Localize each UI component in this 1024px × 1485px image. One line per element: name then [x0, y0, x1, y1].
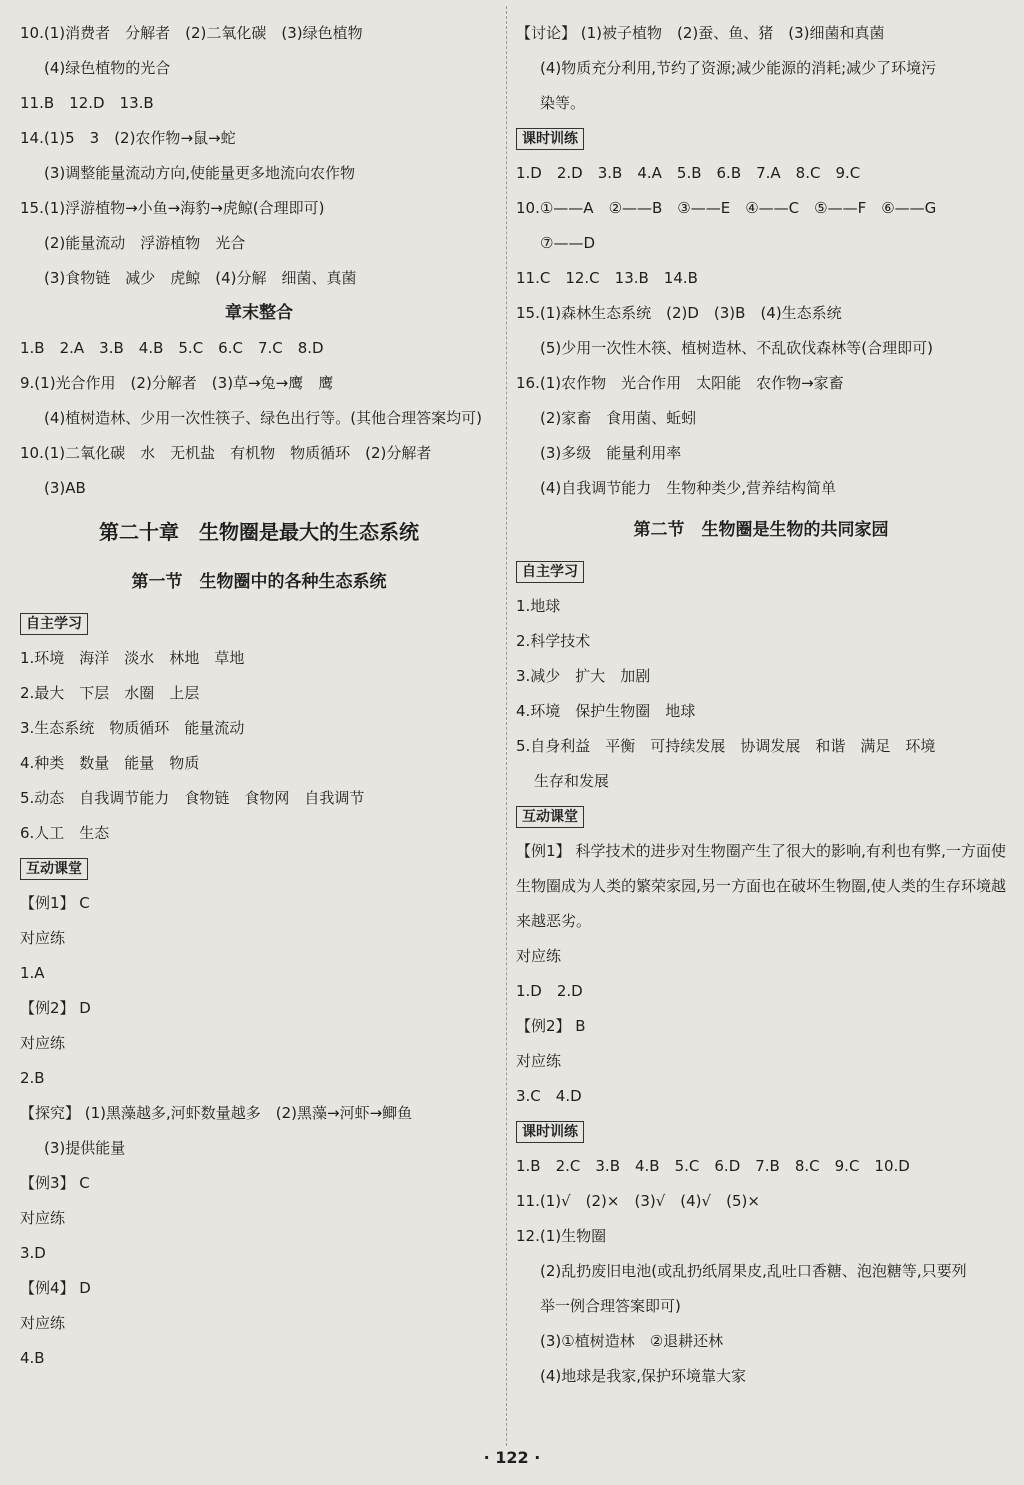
- answer-line: 10.①——A ②——B ③——E ④——C ⑤——F ⑥——G: [516, 199, 937, 217]
- answer-continuation: (4)自我调节能力 生物种类少,营养结构简单: [540, 479, 837, 497]
- answer-line: 【例1】 C: [20, 894, 90, 912]
- answer-continuation: (4)物质充分利用,节约了资源;减少能源的消耗;减少了环境污: [540, 59, 937, 77]
- answer-line: 2.最大 下层 水圈 上层: [20, 684, 200, 702]
- answer-line: 11.C 12.C 13.B 14.B: [516, 269, 698, 287]
- section-box-label: [516, 121, 1006, 156]
- box-label-text: 互动课堂: [20, 858, 88, 880]
- answer-continuation: (2)能量流动 浮游植物 光合: [44, 234, 246, 252]
- answer-line: 6.人工 生态: [20, 824, 110, 842]
- section-title: 第一节 生物圈中的各种生态系统: [131, 572, 387, 592]
- box-label-text: 自主学习: [516, 561, 584, 583]
- answer-continuation: (3)多级 能量利用率: [540, 444, 682, 462]
- answer-continuation: (3)AB: [44, 479, 86, 497]
- answer-line: 12.(1)生物圈: [516, 1227, 607, 1245]
- answer-continuation: (4)植树造林、少用一次性筷子、绿色出行等。(其他合理答案均可): [44, 409, 482, 427]
- left-column: [20, 16, 498, 1376]
- answer-line: 2.B: [20, 1069, 45, 1087]
- section-box-label: [516, 799, 1006, 834]
- answer-line: 【例2】 B: [516, 1017, 586, 1035]
- section-title: 第二节 生物圈是生物的共同家园: [633, 520, 889, 540]
- answer-line: 1.A: [20, 964, 45, 982]
- answer-continuation: (5)少用一次性木筷、植树造林、不乱砍伐森林等(合理即可): [540, 339, 933, 357]
- answer-line: 3.减少 扩大 加剧: [516, 667, 651, 685]
- answer-line: 1.地球: [516, 597, 561, 615]
- box-label-text: 课时训练: [516, 128, 584, 150]
- answer-line: 14.(1)5 3 (2)农作物→鼠→蛇: [20, 129, 236, 147]
- answer-line: 对应练: [20, 929, 66, 947]
- section-box-label: [516, 1114, 1006, 1149]
- answer-line: 【探究】 (1)黑藻越多,河虾数量越多 (2)黑藻→河虾→鲫鱼: [20, 1104, 413, 1122]
- page-number: · 122 ·: [483, 1448, 541, 1467]
- answer-line: 4.种类 数量 能量 物质: [20, 754, 200, 772]
- answer-continuation: (3)提供能量: [44, 1139, 126, 1157]
- answer-continuation: 染等。: [540, 94, 586, 112]
- answer-line: 16.(1)农作物 光合作用 太阳能 农作物→家畜: [516, 374, 844, 392]
- answer-line: 10.(1)消费者 分解者 (2)二氧化碳 (3)绿色植物: [20, 24, 363, 42]
- answer-continuation: (3)①植树造林 ②退耕还林: [540, 1332, 724, 1350]
- box-label-text: 互动课堂: [516, 806, 584, 828]
- answer-line: 对应练: [20, 1034, 66, 1052]
- answer-line: 11.(1)√ (2)× (3)√ (4)√ (5)×: [516, 1192, 760, 1210]
- answer-line: 1.D 2.D 3.B 4.A 5.B 6.B 7.A 8.C 9.C: [516, 164, 861, 182]
- answer-line: 5.动态 自我调节能力 食物链 食物网 自我调节: [20, 789, 365, 807]
- section-box-label: [20, 851, 498, 886]
- answer-line: 【讨论】 (1)被子植物 (2)蚕、鱼、猪 (3)细菌和真菌: [516, 24, 885, 42]
- summary-title: 章末整合: [225, 303, 293, 323]
- answer-continuation: (3)食物链 减少 虎鲸 (4)分解 细菌、真菌: [44, 269, 357, 287]
- column-divider: [506, 6, 507, 1446]
- answer-line: 对应练: [516, 1052, 562, 1070]
- right-column: [516, 16, 1006, 1394]
- answer-continuation: (2)乱扔废旧电池(或乱扔纸屑果皮,乱吐口香糖、泡泡糖等,只要列: [540, 1262, 967, 1280]
- answer-line: 4.环境 保护生物圈 地球: [516, 702, 696, 720]
- answer-line: 15.(1)浮游植物→小鱼→海豹→虎鲸(合理即可): [20, 199, 325, 217]
- answer-line: 对应练: [516, 947, 562, 965]
- answer-line: 【例4】 D: [20, 1279, 91, 1297]
- box-label-text: 课时训练: [516, 1121, 584, 1143]
- answer-line: 3.生态系统 物质循环 能量流动: [20, 719, 245, 737]
- answer-paragraph: 【例1】 科学技术的进步对生物圈产生了很大的影响,有利也有弊,一方面使生物圈成为人类的繁荣家园,另一方面也在破坏生物圈,使人类的生存环境越来越恶劣。: [516, 842, 1006, 930]
- answer-continuation: (4)地球是我家,保护环境靠大家: [540, 1367, 747, 1385]
- answer-line: 1.环境 海洋 淡水 林地 草地: [20, 649, 245, 667]
- answer-line: 3.D: [20, 1244, 46, 1262]
- answer-line: 【例2】 D: [20, 999, 91, 1017]
- answer-continuation: (2)家畜 食用菌、蚯蚓: [540, 409, 697, 427]
- box-label-text: 自主学习: [20, 613, 88, 635]
- answer-line: 1.D 2.D: [516, 982, 583, 1000]
- answer-continuation: 举一例合理答案即可): [540, 1297, 681, 1315]
- answer-line: 10.(1)二氧化碳 水 无机盐 有机物 物质循环 (2)分解者: [20, 444, 432, 462]
- answer-line: 1.B 2.C 3.B 4.B 5.C 6.D 7.B 8.C 9.C 10.D: [516, 1157, 910, 1175]
- answer-line: 对应练: [20, 1314, 66, 1332]
- answer-line: 【例3】 C: [20, 1174, 90, 1192]
- section-box-label: [516, 554, 1006, 589]
- section-box-label: [20, 606, 498, 641]
- answer-line: 4.B: [20, 1349, 45, 1367]
- answer-continuation: (4)绿色植物的光合: [44, 59, 171, 77]
- answer-line: 1.B 2.A 3.B 4.B 5.C 6.C 7.C 8.D: [20, 339, 324, 357]
- answer-continuation: 生存和发展: [534, 772, 610, 790]
- answer-line: 对应练: [20, 1209, 66, 1227]
- answer-line: 3.C 4.D: [516, 1087, 582, 1105]
- answer-line: 5.自身利益 平衡 可持续发展 协调发展 和谐 满足 环境: [516, 737, 936, 755]
- chapter-title: 第二十章 生物圈是最大的生态系统: [99, 520, 419, 544]
- answer-line: 2.科学技术: [516, 632, 591, 650]
- answer-continuation: (3)调整能量流动方向,使能量更多地流向农作物: [44, 164, 356, 182]
- answer-continuation: ⑦——D: [540, 234, 595, 252]
- answer-line: 9.(1)光合作用 (2)分解者 (3)草→兔→鹰 鹰: [20, 374, 334, 392]
- answer-line: 15.(1)森林生态系统 (2)D (3)B (4)生态系统: [516, 304, 842, 322]
- answer-line: 11.B 12.D 13.B: [20, 94, 154, 112]
